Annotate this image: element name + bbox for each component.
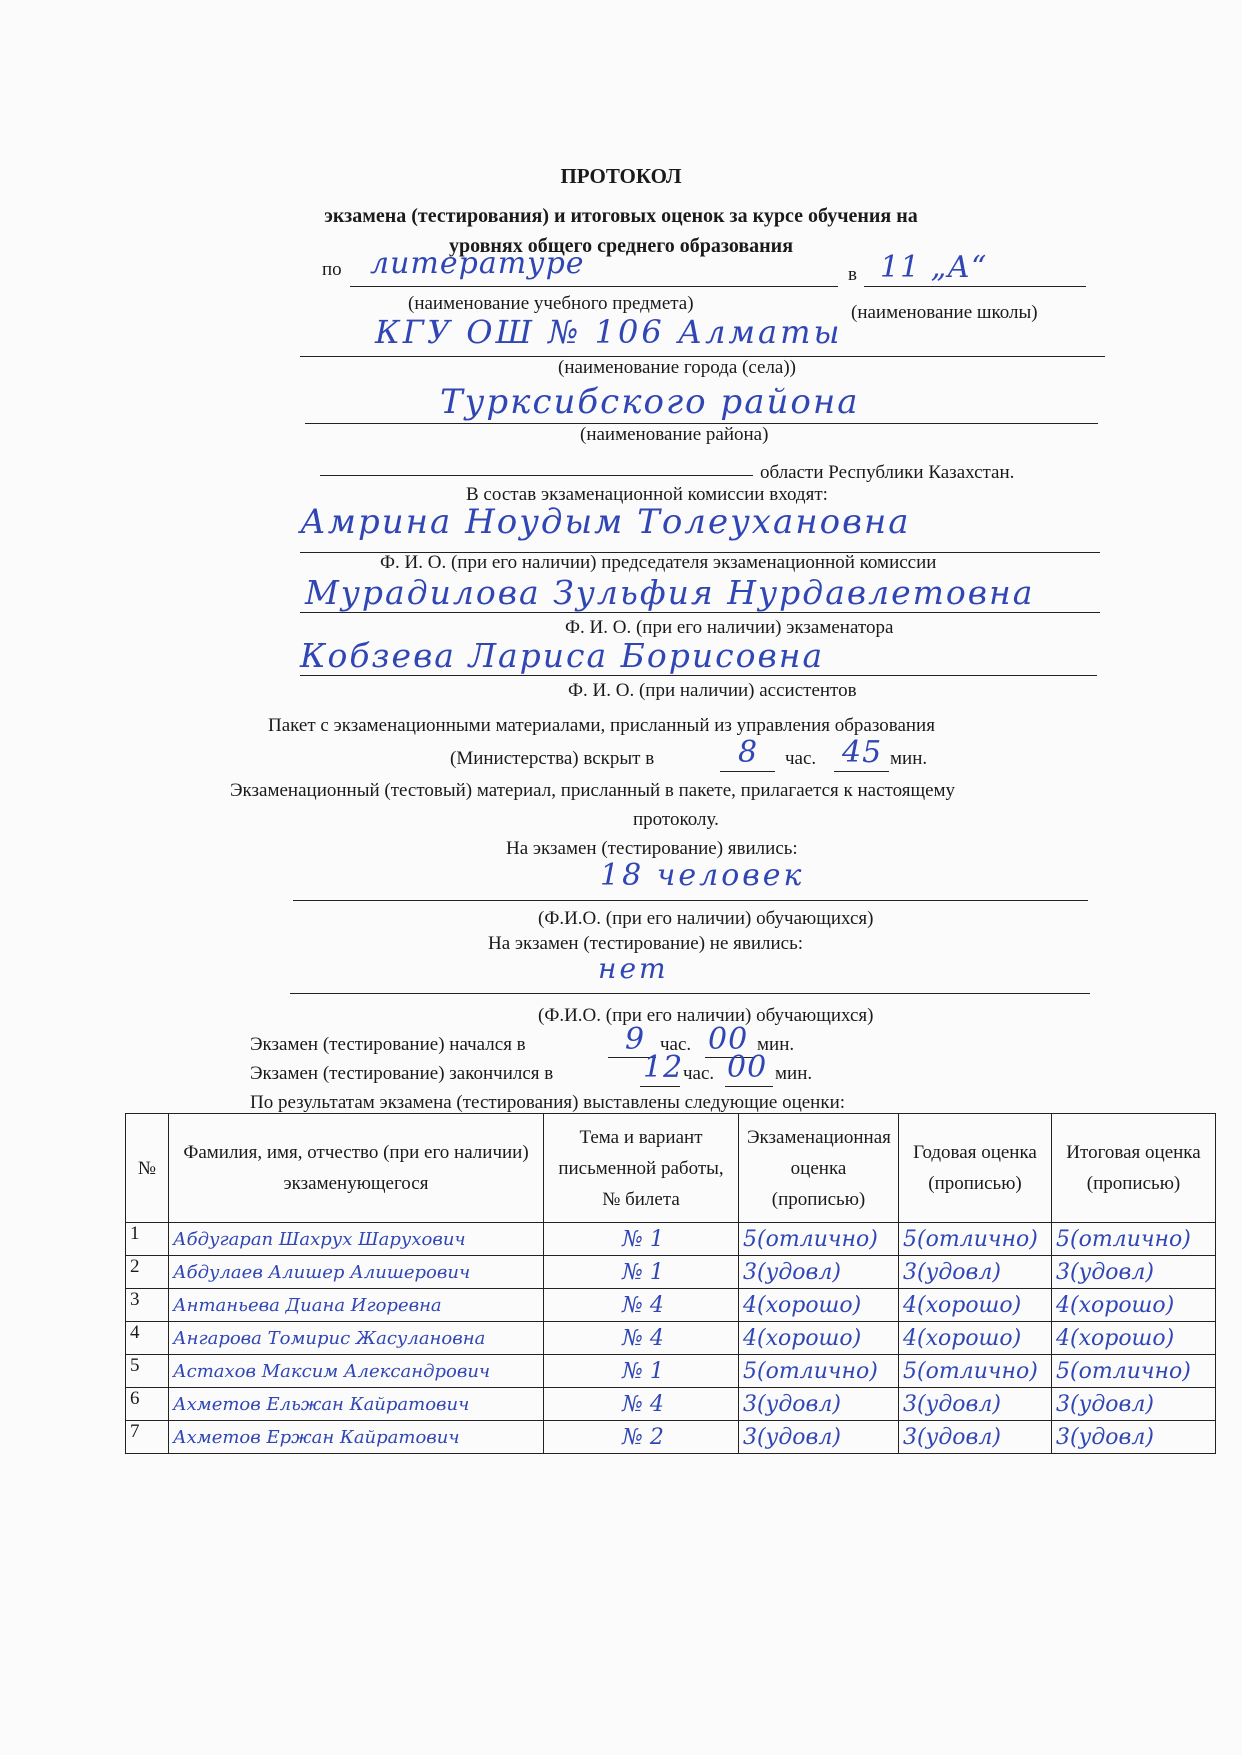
start-text-a: Экзамен (тестирование) начался в (250, 1034, 526, 1055)
class-prefix: в (848, 264, 857, 285)
document-subtitle-line2: уровнях общего среднего образования (448, 235, 794, 257)
material-line2: протоколу. (633, 809, 719, 830)
exam-grade: 3(удовл) (739, 1421, 899, 1454)
school-value: КГУ ОШ № 106 Алматы (375, 313, 843, 351)
exam-grade: 5(отлично) (739, 1223, 899, 1256)
start-text-c: мин. (757, 1034, 795, 1055)
year-grade: 4(хорошо) (899, 1322, 1052, 1355)
ticket-number: № 2 (544, 1421, 739, 1454)
subject-value: литературе (370, 246, 585, 281)
year-grade: 5(отлично) (899, 1223, 1052, 1256)
package-hour-underline (720, 771, 775, 772)
end-text-c: мин. (775, 1063, 813, 1084)
table-row (126, 1223, 1216, 1256)
subject-prefix: по (322, 259, 342, 280)
document-title: ПРОТОКОЛ (560, 164, 682, 188)
year-grade: 4(хорошо) (899, 1289, 1052, 1322)
region-underline (320, 475, 753, 476)
package-minute-underline (834, 771, 889, 772)
results-intro: По результатам экзамена (тестирования) выставлены следующие оценки: (250, 1092, 846, 1113)
start-hour: 9 (625, 1022, 646, 1057)
end-min: 00 (727, 1050, 768, 1085)
header-year-grade: Годовая оценка (прописью) (899, 1114, 1052, 1223)
year-grade: 3(удовл) (899, 1421, 1052, 1454)
absent-caption: (Ф.И.О. (при его наличии) обучающихся) (538, 1005, 874, 1026)
ticket-number: № 1 (544, 1355, 739, 1388)
ticket-number: № 4 (544, 1322, 739, 1355)
grades-table (125, 1113, 1216, 1454)
row-number: 2 (126, 1256, 169, 1289)
final-grade: 5(отлично) (1052, 1223, 1216, 1256)
student-name: Ахметов Ельжан Кайратович (169, 1388, 544, 1421)
ticket-number: № 1 (544, 1223, 739, 1256)
district-caption: (наименование района) (580, 424, 769, 445)
package-line2-c: мин. (890, 748, 928, 769)
present-underline (293, 900, 1088, 901)
school-caption: (наименование школы) (851, 302, 1038, 323)
final-grade: 3(удовл) (1052, 1388, 1216, 1421)
ticket-number: № 4 (544, 1388, 739, 1421)
present-value: 18 человек (600, 858, 805, 893)
student-name: Антаньева Диана Игоревна (169, 1289, 544, 1322)
subject-caption: (наименование учебного предмета) (408, 293, 694, 314)
end-text-a: Экзамен (тестирование) закончился в (250, 1063, 554, 1084)
year-grade: 3(удовл) (899, 1256, 1052, 1289)
final-grade: 3(удовл) (1052, 1256, 1216, 1289)
year-grade: 5(отлично) (899, 1355, 1052, 1388)
chair-name: Амрина Ноудым Толеухановна (300, 502, 911, 542)
header-student-name: Фамилия, имя, отчество (при его наличии) экзаменующегося (169, 1114, 544, 1223)
end-text-b: час. (683, 1063, 715, 1084)
material-line1: Экзаменационный (тестовый) материал, присланный в пакете, прилагается к настоящему (230, 780, 956, 801)
row-number: 6 (126, 1388, 169, 1421)
commission-intro: В состав экзаменационной комиссии входят: (466, 484, 828, 505)
package-line2-b: час. (785, 748, 817, 769)
row-number: 3 (126, 1289, 169, 1322)
package-minute: 45 (842, 735, 883, 770)
row-number: 7 (126, 1421, 169, 1454)
end-hour-underline (640, 1086, 680, 1087)
final-grade: 4(хорошо) (1052, 1322, 1216, 1355)
header-exam-grade: Экзаменационная оценка (прописью) (739, 1114, 899, 1223)
end-min-underline (725, 1086, 773, 1087)
package-line1: Пакет с экзаменационными материалами, присланный из управления образования (268, 715, 935, 736)
examiner-underline (300, 612, 1100, 613)
absent-underline (290, 993, 1090, 994)
package-line2-a: (Министерства) вскрыт в (450, 748, 655, 769)
year-grade: 3(удовл) (899, 1388, 1052, 1421)
examiner-caption: Ф. И. О. (при его наличии) экзаменатора (565, 617, 894, 638)
end-hour: 12 (643, 1050, 684, 1085)
city-caption: (наименование города (села)) (558, 357, 797, 378)
final-grade: 4(хорошо) (1052, 1289, 1216, 1322)
header-ticket: Тема и вариант письменной работы, № билета (544, 1114, 739, 1223)
start-min: 00 (708, 1022, 749, 1057)
subject-underline (350, 286, 838, 287)
present-caption: (Ф.И.О. (при его наличии) обучающихся) (538, 908, 874, 929)
exam-grade: 5(отлично) (739, 1355, 899, 1388)
start-text-b: час. (660, 1034, 692, 1055)
absent-intro: На экзамен (тестирование) не явились: (488, 933, 804, 954)
package-hour: 8 (738, 735, 759, 770)
row-number: 5 (126, 1355, 169, 1388)
row-number: 4 (126, 1322, 169, 1355)
final-grade: 3(удовл) (1052, 1421, 1216, 1454)
final-grade: 5(отлично) (1052, 1355, 1216, 1388)
absent-value: нет (598, 952, 669, 985)
exam-grade: 3(удовл) (739, 1256, 899, 1289)
class-value: 11 „А“ (880, 250, 988, 285)
header-final-grade: Итоговая оценка (прописью) (1052, 1114, 1216, 1223)
table-row (126, 1322, 1216, 1355)
student-name: Абдулаев Алишер Алишерович (169, 1256, 544, 1289)
header-number: № (126, 1114, 169, 1223)
student-name: Ахметов Ержан Кайратович (169, 1421, 544, 1454)
row-number: 1 (126, 1223, 169, 1256)
table-row (126, 1256, 1216, 1289)
table-row (126, 1388, 1216, 1421)
region-suffix: области Республики Казахстан. (760, 462, 1015, 483)
assistant-name: Кобзева Лариса Борисовна (300, 636, 825, 675)
exam-grade: 4(хорошо) (739, 1322, 899, 1355)
student-name: Астахов Максим Александрович (169, 1355, 544, 1388)
assistant-caption: Ф. И. О. (при наличии) ассистентов (568, 680, 857, 701)
document-subtitle-line1: экзамена (тестирования) и итоговых оценок за курсе обучения на (324, 205, 918, 227)
table-header-row (126, 1114, 1216, 1223)
exam-grade: 3(удовл) (739, 1388, 899, 1421)
student-name: Ангарова Томирис Жасулановна (169, 1322, 544, 1355)
chair-caption: Ф. И. О. (при его наличии) председателя экзаменационной комиссии (380, 552, 937, 573)
table-row (126, 1289, 1216, 1322)
table-row (126, 1355, 1216, 1388)
exam-grade: 4(хорошо) (739, 1289, 899, 1322)
present-intro: На экзамен (тестирование) явились: (506, 838, 798, 859)
assistant-underline (300, 675, 1097, 676)
district-value: Турксибского района (440, 382, 860, 422)
table-row (126, 1421, 1216, 1454)
student-name: Абдугарап Шахрух Шарухович (169, 1223, 544, 1256)
ticket-number: № 1 (544, 1256, 739, 1289)
class-underline (864, 286, 1086, 287)
examiner-name: Мурадилова Зульфия Нурдавлетовна (305, 573, 1035, 612)
ticket-number: № 4 (544, 1289, 739, 1322)
